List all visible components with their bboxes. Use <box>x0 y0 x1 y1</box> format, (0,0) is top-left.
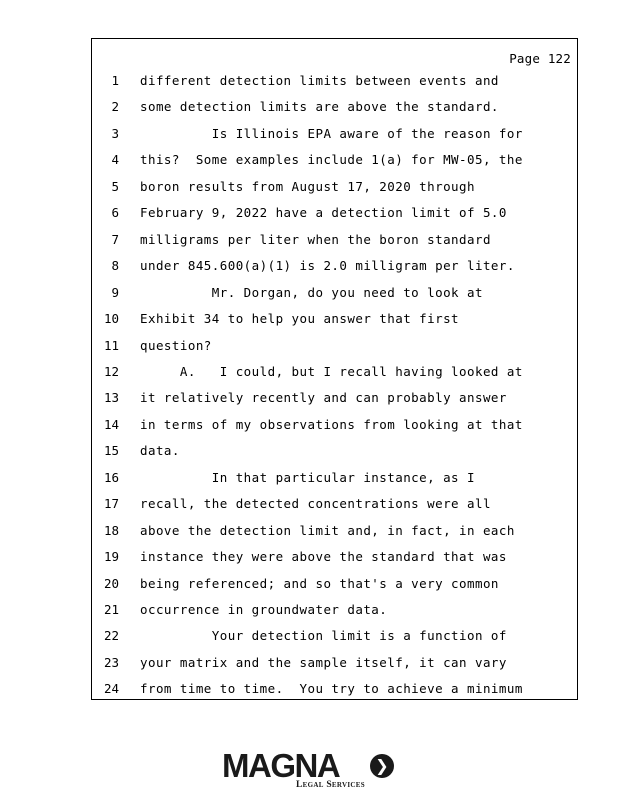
line-text: question? <box>140 337 212 353</box>
line-number: 9 <box>111 284 119 300</box>
transcript-line <box>92 523 577 541</box>
transcript-line <box>92 681 577 699</box>
line-text: Mr. Dorgan, do you need to look at <box>140 284 483 300</box>
line-number: 6 <box>111 205 119 221</box>
line-number: 5 <box>111 178 119 194</box>
line-number: 22 <box>103 628 119 644</box>
line-number: 14 <box>103 416 119 432</box>
line-text: Your detection limit is a function of <box>140 628 507 644</box>
page-number: Page 122 <box>509 51 571 66</box>
line-text: A. I could, but I recall having looked at <box>140 363 523 379</box>
line-number: 2 <box>111 99 119 115</box>
line-number: 4 <box>111 152 119 168</box>
line-number: 11 <box>103 337 119 353</box>
line-text: in terms of my observations from looking at that <box>140 416 523 432</box>
line-number: 7 <box>111 231 119 247</box>
line-text: milligrams per liter when the boron standard <box>140 231 491 247</box>
transcript-line <box>92 152 577 170</box>
transcript-line <box>92 417 577 435</box>
line-number: 8 <box>111 258 119 274</box>
line-text: your matrix and the sample itself, it can vary <box>140 654 507 670</box>
line-text: occurrence in groundwater data. <box>140 602 388 617</box>
line-text: different detection limits between events and <box>140 73 499 88</box>
transcript-line <box>92 443 577 461</box>
line-number: 21 <box>103 602 119 617</box>
transcript-line <box>92 205 577 223</box>
transcript-line <box>92 179 577 197</box>
transcript-line <box>92 99 577 117</box>
line-number: 12 <box>103 363 119 379</box>
chevron-right-icon: ❯ <box>370 754 394 778</box>
transcript-page <box>91 38 578 700</box>
line-text: from time to time. You try to achieve a minimum <box>140 681 523 697</box>
transcript-line <box>92 258 577 276</box>
line-text: above the detection limit and, in fact, in each <box>140 522 515 538</box>
line-number: 20 <box>103 575 119 591</box>
line-number: 15 <box>103 443 119 459</box>
line-text: Exhibit 34 to help you answer that first <box>140 311 460 327</box>
line-text: boron results from August 17, 2020 through <box>140 178 475 194</box>
logo-subtitle: Legal Services <box>296 780 365 790</box>
line-text: some detection limits are above the standard. <box>140 99 499 115</box>
transcript-line <box>92 576 577 594</box>
line-text: February 9, 2022 have a detection limit of 5.0 <box>140 205 507 221</box>
transcript-line <box>92 390 577 408</box>
line-number: 16 <box>103 469 119 485</box>
transcript-line <box>92 73 577 91</box>
transcript-line <box>92 470 577 488</box>
line-number: 3 <box>111 125 119 141</box>
line-text: instance they were above the standard that was <box>140 549 507 565</box>
transcript-line <box>92 311 577 329</box>
line-text: being referenced; and so that's a very common <box>140 575 499 591</box>
logo-wordmark: MAGNA <box>222 747 340 784</box>
transcript-line <box>92 364 577 382</box>
transcript-line <box>92 338 577 356</box>
magna-logo <box>222 748 398 794</box>
transcript-line <box>92 496 577 514</box>
line-text: data. <box>140 443 180 459</box>
transcript-line <box>92 655 577 673</box>
line-text: it relatively recently and can probably answer <box>140 390 507 406</box>
line-number: 13 <box>103 390 119 406</box>
line-number: 17 <box>103 496 119 512</box>
line-number: 10 <box>103 311 119 327</box>
transcript-line <box>92 628 577 646</box>
transcript-line <box>92 285 577 303</box>
line-text: under 845.600(a)(1) is 2.0 milligram per liter. <box>140 258 515 274</box>
line-number: 24 <box>103 681 119 697</box>
line-text: this? Some examples include 1(a) for MW-05, the <box>140 152 523 168</box>
transcript-line <box>92 602 577 620</box>
line-text: recall, the detected concentrations were all <box>140 496 491 512</box>
line-text: Is Illinois EPA aware of the reason for <box>140 125 523 141</box>
line-number: 23 <box>103 654 119 670</box>
transcript-line <box>92 126 577 144</box>
transcript-line <box>92 232 577 250</box>
line-number: 19 <box>103 549 119 565</box>
line-number: 1 <box>111 73 119 88</box>
transcript-line <box>92 549 577 567</box>
line-text: In that particular instance, as I <box>140 469 475 485</box>
line-number: 18 <box>103 522 119 538</box>
